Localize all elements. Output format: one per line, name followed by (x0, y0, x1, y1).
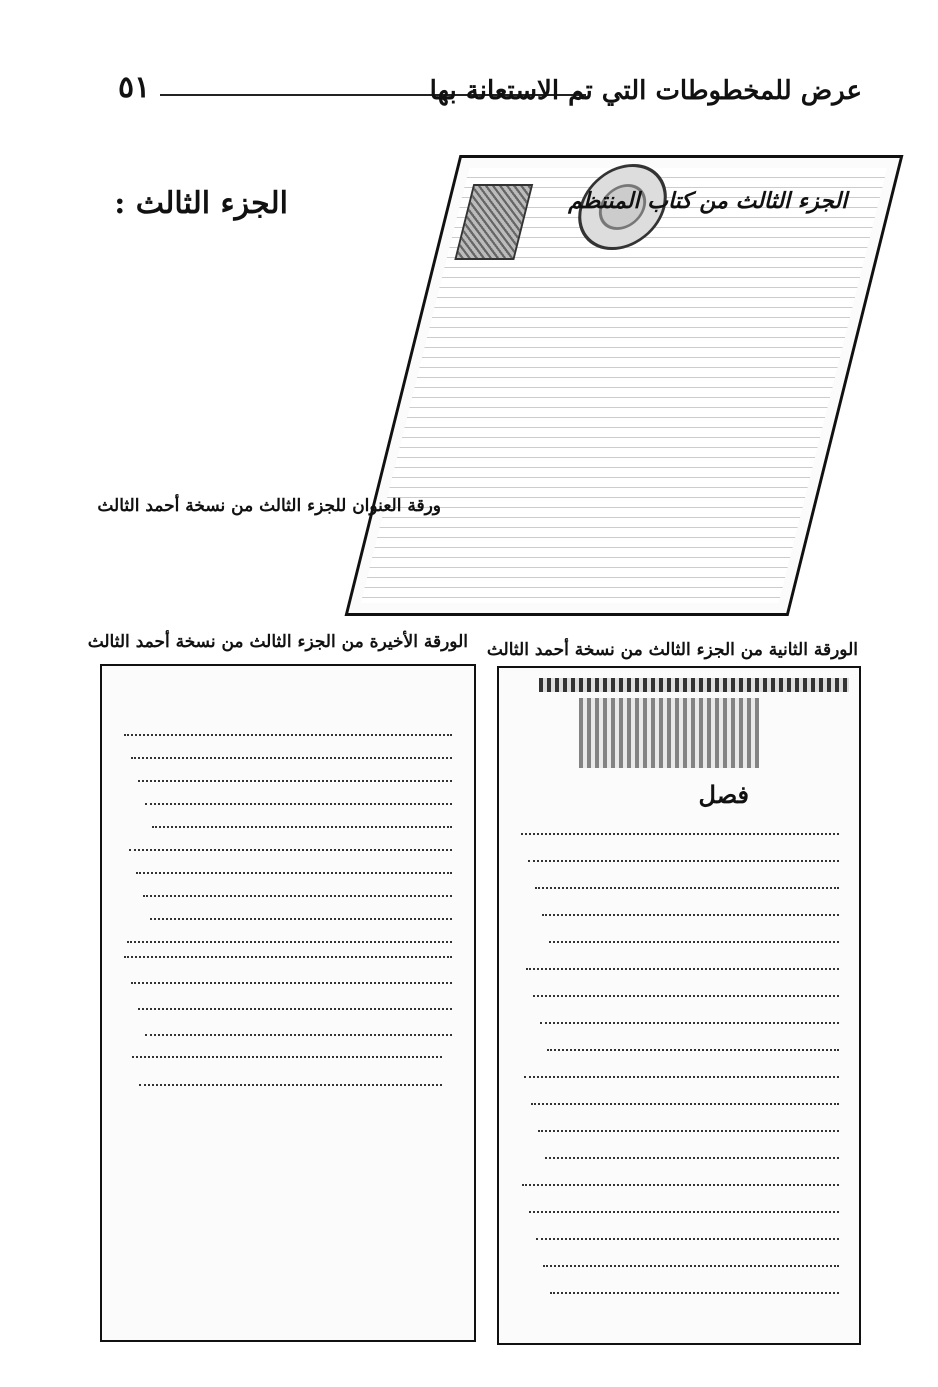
title-leaf-manuscript-image (345, 155, 904, 616)
handwriting-line (132, 1056, 442, 1058)
handwriting-line (536, 1238, 839, 1240)
caption-last-leaf: الورقة الأخيرة من الجزء الثالث من نسخة أحمد الثالث (87, 632, 468, 652)
second-leaf-manuscript-image (497, 666, 861, 1345)
handwriting-line (549, 941, 839, 943)
handwriting-line (136, 872, 452, 874)
handwriting-line (127, 941, 452, 943)
handwriting-line (145, 1034, 452, 1036)
handwriting-line (543, 1265, 839, 1267)
handwriting-line (542, 914, 839, 916)
handwriting-line (535, 887, 839, 889)
handwriting-line (124, 734, 452, 736)
handwriting-line (533, 995, 839, 997)
handwriting-line (145, 803, 452, 805)
handwriting-line (139, 1084, 442, 1086)
handwriting-line (550, 1292, 839, 1294)
handwriting-line (531, 1103, 839, 1105)
handwriting-line (547, 1049, 839, 1051)
manuscript-text-lines (102, 666, 474, 1340)
caption-second-leaf: الورقة الثانية من الجزء الثالث من نسخة أحمد الثالث (486, 640, 858, 660)
title-leaf-heading: الجزء الثالث من كتاب المنتظم (566, 188, 853, 214)
handwriting-line (522, 1184, 839, 1186)
handwriting-line (540, 1022, 839, 1024)
handwriting-line (138, 1008, 452, 1010)
page-number: ٥١ (118, 70, 151, 105)
handwriting-line (129, 849, 452, 851)
handwriting-line (124, 956, 452, 958)
section-heading: الجزء الثالث : (114, 186, 288, 221)
handwriting-line (131, 757, 452, 759)
handwriting-line (143, 895, 452, 897)
handwriting-line (529, 1211, 839, 1213)
handwriting-line (545, 1157, 839, 1159)
caption-title-leaf: ورقة العنوان للجزء الثالث من نسخة أحمد الثالث (97, 496, 441, 516)
handwriting-line (538, 1130, 839, 1132)
handwriting-line (138, 780, 452, 782)
handwriting-line (528, 860, 839, 862)
handwriting-line (131, 982, 452, 984)
handwriting-line (150, 918, 452, 920)
handwriting-line (524, 1076, 839, 1078)
manuscript-text-lines (499, 668, 859, 1343)
running-header: عرض للمخطوطات التي تم الاستعانة بها (429, 76, 862, 106)
last-leaf-manuscript-image (100, 664, 476, 1342)
handwriting-line (526, 968, 839, 970)
handwriting-line (152, 826, 452, 828)
handwriting-line (521, 833, 839, 835)
second-leaf-opening: فصل (698, 780, 749, 809)
